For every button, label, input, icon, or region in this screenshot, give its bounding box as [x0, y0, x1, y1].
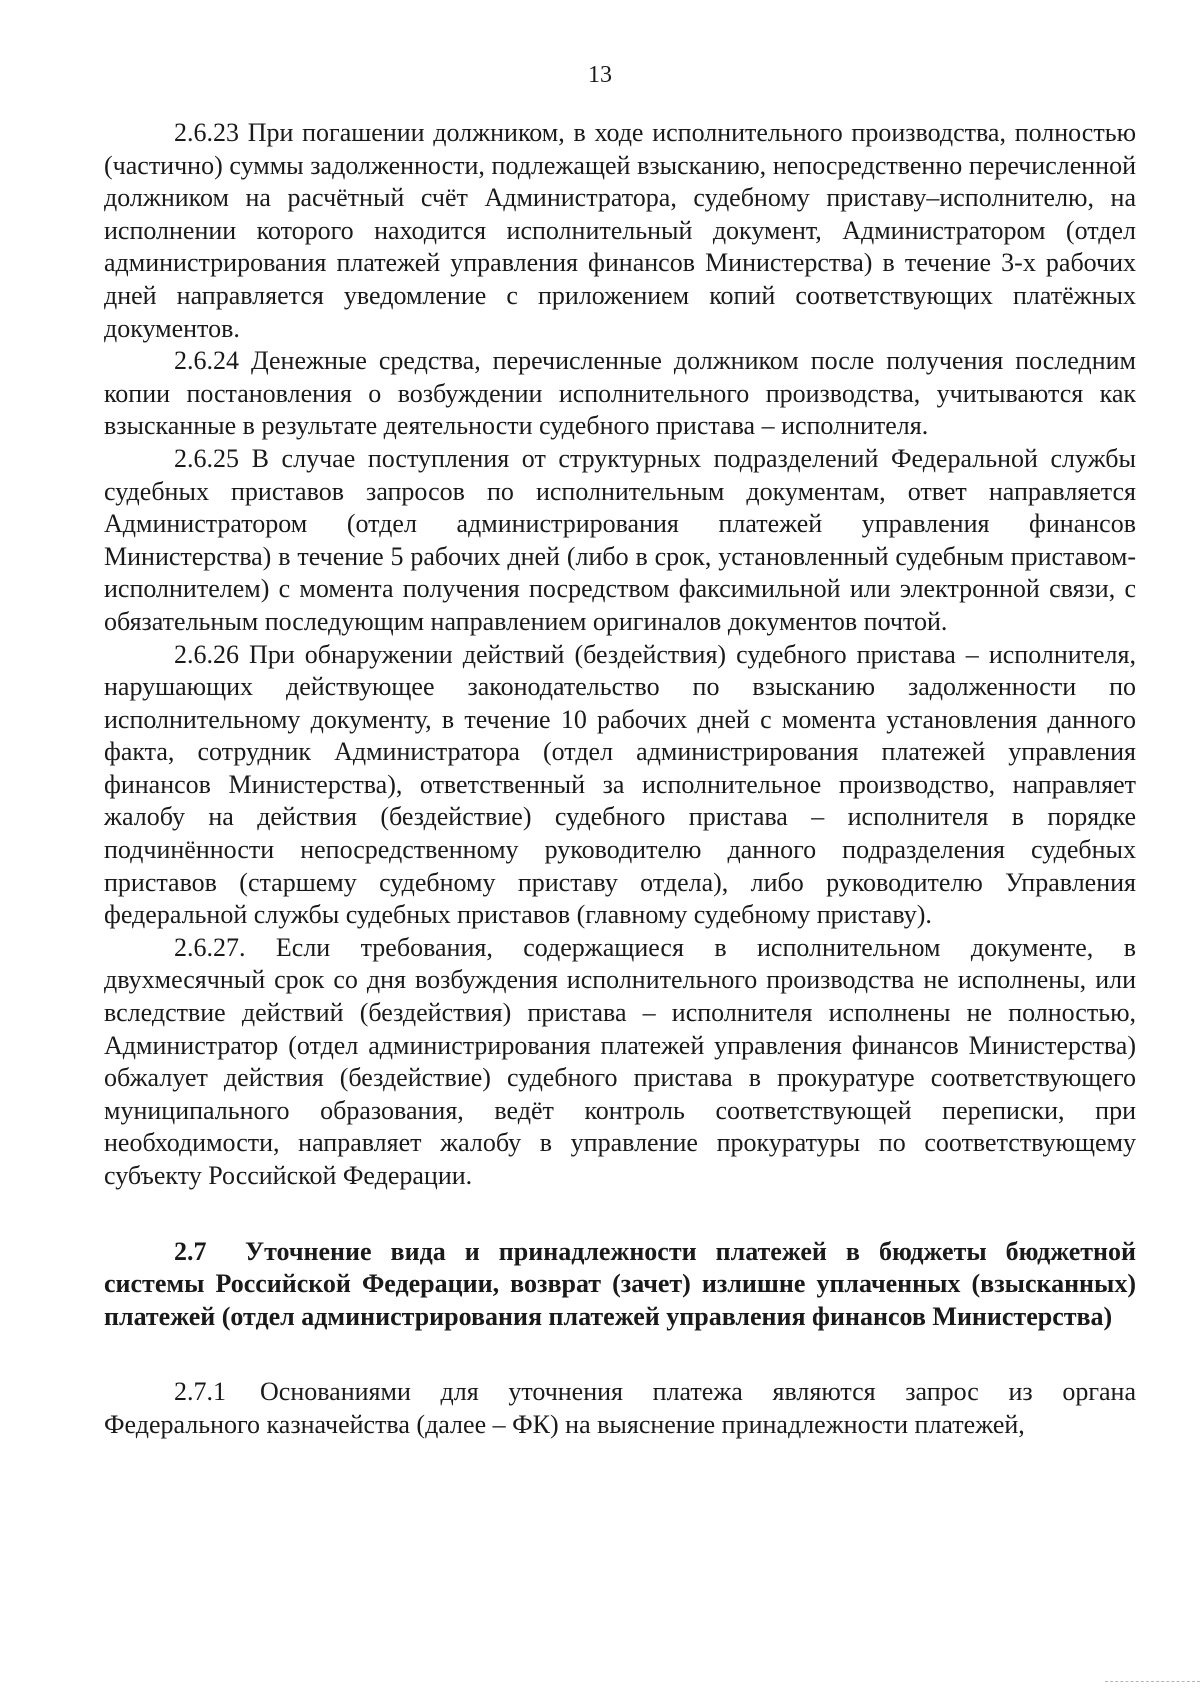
paragraph-2-6-25: 2.6.25 В случае поступления от структурных подразделений Федеральной службы судебных приставов запросов по исполнительным документам, ответ направляется Администратором (отдел администрирования платежей управления финансов Министерства) в течение 5 рабочих дней (либо в срок, установленный судебным приставом-исполнителем) с момента получения посредством факсимильной или электронной связи, с обязательным последующим направлением оригиналов документов почтой. — [104, 443, 1136, 636]
section-title: Уточнение вида и принадлежности платежей в бюджеты бюджетной системы Российской Федерации, возврат (зачет) излишне уплаченных (взысканных) платежей (отдел администрирования платежей управления финансов Министерства) — [104, 1236, 1136, 1331]
paragraph-2-6-24: 2.6.24 Денежные средства, перечисленные должником после получения последним копии постановления о возбуждении исполнительного производства, учитываются как взысканные в результате деятельности судебного пристава – исполнителя. — [104, 346, 1136, 441]
paragraph-2-6-26: 2.6.26 При обнаружении действий (бездействия) судебного пристава – исполнителя, нарушающих действующее законодательство по взысканию задолженности по исполнительному документу, в течение 10 рабочих дней с момента установления данного факта, сотрудник Администратора (отдел администрирования платежей управления финансов Министерства), ответственный за исполнительное производство, направляет жалобу на действия (бездействие) судебного пристава – исполнителя в порядке подчинённости непосредственному руководителю данного подразделения судебных приставов (старшему судебному приставу отдела), либо руководителю Управления федеральной службы судебных приставов (главному судебному приставу). — [104, 639, 1136, 930]
subsection-text: Основаниями для уточнения платежа являются запрос из органа Федерального казначейства (далее – ФК) на выяснение принадлежности платежей, — [104, 1377, 1136, 1439]
paragraph-2-7-1 — [104, 1376, 1136, 1441]
section-heading-2-7 — [104, 1236, 1136, 1334]
section-number: 2.7 — [174, 1236, 207, 1266]
subsection-number: 2.7.1 — [174, 1377, 226, 1407]
paragraph-2-6-27: 2.6.27. Если требования, содержащиеся в исполнительном документе, в двухмесячный срок со дня возбуждения исполнительного производства не исполнены, или вследствие действий (бездействия) пристава – исполнителя исполнены не полностью, Администратор (отдел администрирования платежей управления финансов Министерства) обжалует действия (бездействие) судебного пристава в прокуратуре соответствующего муниципального образования, ведёт контроль соответствующей переписки, при необходимости, направляет жалобу в управление прокуратуры по соответствующему субъекту Российской Федерации. — [104, 932, 1136, 1190]
paragraph-2-6-23: 2.6.23 При погашении должником, в ходе исполнительного производства, полностью (частично) суммы задолженности, подлежащей взысканию, непосредственно перечисленной должником на расчётный счёт Администратора, судебному приставу–исполнителю, на исполнении которого находится исполнительный документ, Администратором (отдел администрирования платежей управления финансов Министерства) в течение 3-х рабочих дней направляется уведомление с приложением копий соответствующих платёжных документов. — [104, 118, 1136, 343]
document-body — [104, 117, 1136, 1442]
scan-artifact-line — [1105, 1681, 1200, 1682]
page-number: 13 — [588, 62, 612, 88]
